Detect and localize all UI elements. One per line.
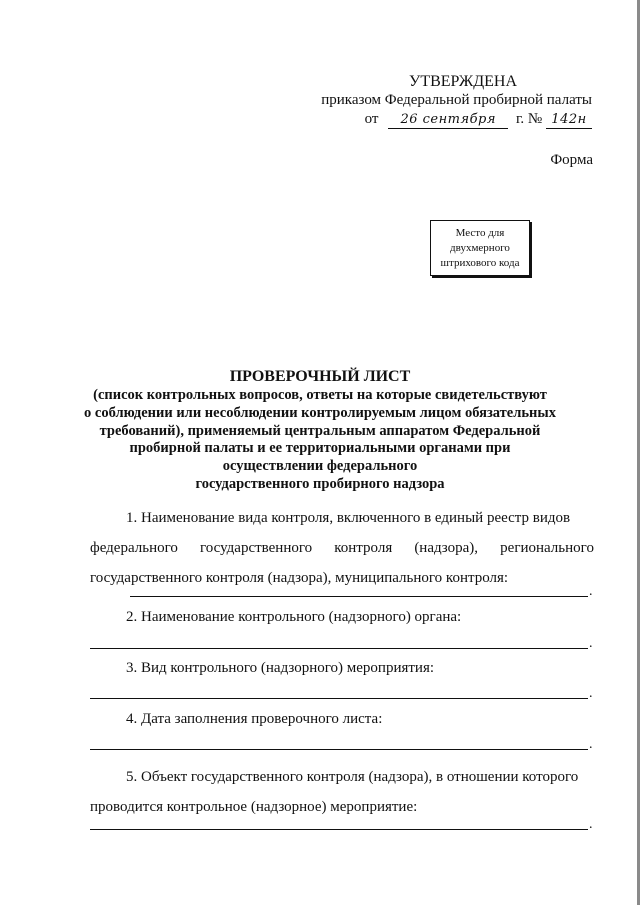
item-5-line: проводится контрольное (надзорное) мероприятие: (90, 799, 418, 815)
year-number-label: г. № (515, 111, 543, 127)
barcode-box-line: двухмерного (450, 241, 510, 254)
title-line: о соблюдении или несоблюдении контролируемым лицом обязательных (84, 404, 556, 421)
item-3-text: 3. Вид контрольного (надзорного) мероприятия: (126, 660, 435, 676)
barcode-placeholder-box (430, 220, 530, 276)
item-2-text: 2. Наименование контрольного (надзорного) органа: (126, 609, 462, 625)
handwritten-date: 26 сентября (400, 112, 496, 127)
item-4-fill-line[interactable] (90, 749, 588, 750)
item-3 (90, 660, 594, 677)
approval-date-line (300, 110, 600, 129)
item-1-line: государственного контроля (надзора), муниципального контроля: (90, 570, 509, 586)
from-label: от (364, 111, 379, 127)
barcode-box-line: штрихового кода (440, 256, 520, 269)
document-title (70, 367, 570, 494)
item-5-line-end: . (589, 817, 593, 832)
title-main: ПРОВЕРОЧНЫЙ ЛИСТ (229, 368, 411, 385)
item-1-word: (надзора), (414, 540, 479, 556)
item-2-fill-line[interactable] (90, 648, 588, 649)
title-line: пробирной палаты и ее территориальными органами при (129, 440, 511, 457)
item-5 (90, 762, 594, 822)
approval-date-field (388, 111, 508, 129)
approval-order-line: приказом Федеральной пробирной палаты (321, 92, 592, 108)
title-line: государственного пробирного надзора (195, 475, 445, 492)
item-1-line: 1. Наименование вида контроля, включенного в единый реестр видов (126, 510, 571, 526)
item-4-line-end: . (589, 737, 593, 752)
item-5-fill-line[interactable] (90, 829, 588, 830)
approval-heading: УТВЕРЖДЕНА (408, 73, 517, 90)
item-1-line-spread (90, 533, 594, 563)
item-1-word: контроля (334, 540, 393, 556)
item-4 (90, 711, 594, 728)
item-1-word: регионального (500, 540, 594, 556)
item-2 (90, 609, 594, 626)
item-3-fill-line[interactable] (90, 698, 588, 699)
form-label: Форма (550, 152, 593, 168)
approval-block (300, 72, 600, 129)
handwritten-number: 142н (551, 112, 587, 127)
approval-number-field (546, 111, 592, 129)
item-1 (90, 503, 594, 593)
item-5-line: 5. Объект государственного контроля (надзора), в отношении которого (126, 769, 579, 785)
item-1-fill-line[interactable] (130, 596, 588, 597)
title-line: требований), применяемый центральным аппаратом Федеральной (99, 422, 541, 439)
item-4-text: 4. Дата заполнения проверочного листа: (126, 711, 383, 727)
item-2-line-end: . (589, 636, 593, 651)
title-line: осуществлении федерального (222, 458, 418, 475)
item-1-word: государственного (199, 540, 313, 556)
barcode-box-line: Место для (455, 226, 505, 239)
item-3-line-end: . (589, 686, 593, 701)
item-1-word: федерального (90, 540, 178, 556)
title-line: (список контрольных вопросов, ответы на которые свидетельствуют (93, 387, 547, 403)
item-1-line-end: . (589, 584, 593, 599)
